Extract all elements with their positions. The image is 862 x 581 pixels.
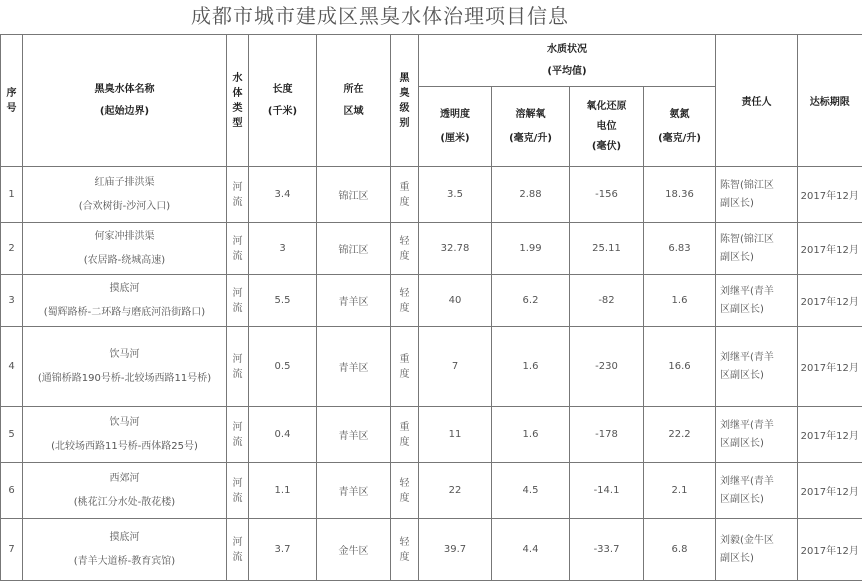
cell-do: 1.6 [492, 327, 570, 407]
cell-no: 7 [1, 519, 23, 581]
cell-no: 5 [1, 407, 23, 463]
header-dissolved-oxygen: 溶解氧 (毫克/升) [492, 87, 570, 167]
table-row [1, 167, 862, 223]
cell-deadline: 2017年12月 [798, 463, 862, 519]
cell-type: 河 流 [227, 327, 249, 407]
cell-district: 青羊区 [317, 407, 391, 463]
cell-length: 0.4 [249, 407, 317, 463]
cell-responsible: 刘继平(青羊 区副区长) [716, 327, 798, 407]
header-no: 序 号 [1, 35, 23, 167]
table-row [1, 327, 862, 407]
cell-do: 4.5 [492, 463, 570, 519]
cell-district: 青羊区 [317, 275, 391, 327]
cell-no: 2 [1, 223, 23, 275]
header-deadline: 达标期限 [798, 35, 862, 167]
header-length: 长度 (千米) [249, 35, 317, 167]
cell-no: 4 [1, 327, 23, 407]
table-row [1, 407, 862, 463]
cell-deadline: 2017年12月 [798, 223, 862, 275]
cell-nh: 18.36 [644, 167, 716, 223]
cell-name: 饮马河 (北较场西路11号桥-西体路25号) [23, 407, 227, 463]
cell-do: 6.2 [492, 275, 570, 327]
cell-name: 红庙子排洪渠 (合欢树街-沙河入口) [23, 167, 227, 223]
cell-type: 河 流 [227, 463, 249, 519]
cell-transparency: 3.5 [419, 167, 492, 223]
cell-do: 1.99 [492, 223, 570, 275]
cell-orp: -33.7 [570, 519, 644, 581]
cell-level: 重 度 [391, 167, 419, 223]
cell-transparency: 11 [419, 407, 492, 463]
cell-level: 重 度 [391, 327, 419, 407]
cell-name: 摸底河 (蜀辉路桥-二环路与磨底河沿街路口) [23, 275, 227, 327]
cell-district: 青羊区 [317, 327, 391, 407]
cell-no: 1 [1, 167, 23, 223]
cell-responsible: 陈智(锦江区 副区长) [716, 223, 798, 275]
cell-type: 河 流 [227, 223, 249, 275]
cell-deadline: 2017年12月 [798, 275, 862, 327]
cell-name: 摸底河 (青羊大道桥-教育宾馆) [23, 519, 227, 581]
header-responsible: 责任人 [716, 35, 798, 167]
cell-nh: 2.1 [644, 463, 716, 519]
cell-deadline: 2017年12月 [798, 519, 862, 581]
cell-responsible: 刘继平(青羊 区副区长) [716, 407, 798, 463]
cell-deadline: 2017年12月 [798, 327, 862, 407]
cell-nh: 22.2 [644, 407, 716, 463]
cell-length: 1.1 [249, 463, 317, 519]
cell-orp: -230 [570, 327, 644, 407]
cell-length: 5.5 [249, 275, 317, 327]
cell-orp: -82 [570, 275, 644, 327]
cell-transparency: 32.78 [419, 223, 492, 275]
cell-level: 轻 度 [391, 223, 419, 275]
header-orp: 氧化还原 电位 (毫伏) [570, 87, 644, 167]
cell-no: 6 [1, 463, 23, 519]
cell-length: 3 [249, 223, 317, 275]
cell-name: 何家冲排洪渠 (农居路-绕城高速) [23, 223, 227, 275]
cell-nh: 6.83 [644, 223, 716, 275]
cell-responsible: 刘继平(青羊 区副区长) [716, 275, 798, 327]
cell-do: 1.6 [492, 407, 570, 463]
page-title: 成都市城市建成区黑臭水体治理项目信息 [191, 4, 569, 28]
table-row [1, 519, 862, 581]
cell-orp: -178 [570, 407, 644, 463]
cell-district: 金牛区 [317, 519, 391, 581]
cell-deadline: 2017年12月 [798, 407, 862, 463]
cell-responsible: 刘毅(金牛区 副区长) [716, 519, 798, 581]
header-district: 所在 区域 [317, 35, 391, 167]
cell-transparency: 39.7 [419, 519, 492, 581]
cell-do: 4.4 [492, 519, 570, 581]
cell-level: 轻 度 [391, 519, 419, 581]
cell-transparency: 40 [419, 275, 492, 327]
cell-level: 轻 度 [391, 275, 419, 327]
cell-no: 3 [1, 275, 23, 327]
header-level: 黑 臭 级 别 [391, 35, 419, 167]
table-row [1, 275, 862, 327]
cell-orp: -14.1 [570, 463, 644, 519]
cell-length: 3.7 [249, 519, 317, 581]
cell-name: 饮马河 (通锦桥路190号桥-北较场西路11号桥) [23, 327, 227, 407]
header-transparency: 透明度 (厘米) [419, 87, 492, 167]
cell-transparency: 7 [419, 327, 492, 407]
header-name: 黑臭水体名称 (起始边界) [23, 35, 227, 167]
header-ammonia: 氨氮 (毫克/升) [644, 87, 716, 167]
cell-nh: 1.6 [644, 275, 716, 327]
cell-nh: 16.6 [644, 327, 716, 407]
cell-transparency: 22 [419, 463, 492, 519]
cell-orp: -156 [570, 167, 644, 223]
cell-orp: 25.11 [570, 223, 644, 275]
cell-length: 3.4 [249, 167, 317, 223]
cell-length: 0.5 [249, 327, 317, 407]
cell-do: 2.88 [492, 167, 570, 223]
table-row [1, 223, 862, 275]
cell-type: 河 流 [227, 407, 249, 463]
water-body-table [0, 34, 862, 581]
cell-level: 轻 度 [391, 463, 419, 519]
cell-name: 西郊河 (桃花江分水处-散花楼) [23, 463, 227, 519]
cell-nh: 6.8 [644, 519, 716, 581]
cell-responsible: 刘继平(青羊 区副区长) [716, 463, 798, 519]
header-type: 水 体 类 型 [227, 35, 249, 167]
cell-type: 河 流 [227, 275, 249, 327]
cell-district: 锦江区 [317, 223, 391, 275]
cell-type: 河 流 [227, 519, 249, 581]
cell-deadline: 2017年12月 [798, 167, 862, 223]
cell-type: 河 流 [227, 167, 249, 223]
cell-district: 锦江区 [317, 167, 391, 223]
cell-district: 青羊区 [317, 463, 391, 519]
header-water-quality: 水质状况 (平均值) [419, 35, 716, 87]
cell-level: 重 度 [391, 407, 419, 463]
cell-responsible: 陈智(锦江区 副区长) [716, 167, 798, 223]
table-row [1, 463, 862, 519]
